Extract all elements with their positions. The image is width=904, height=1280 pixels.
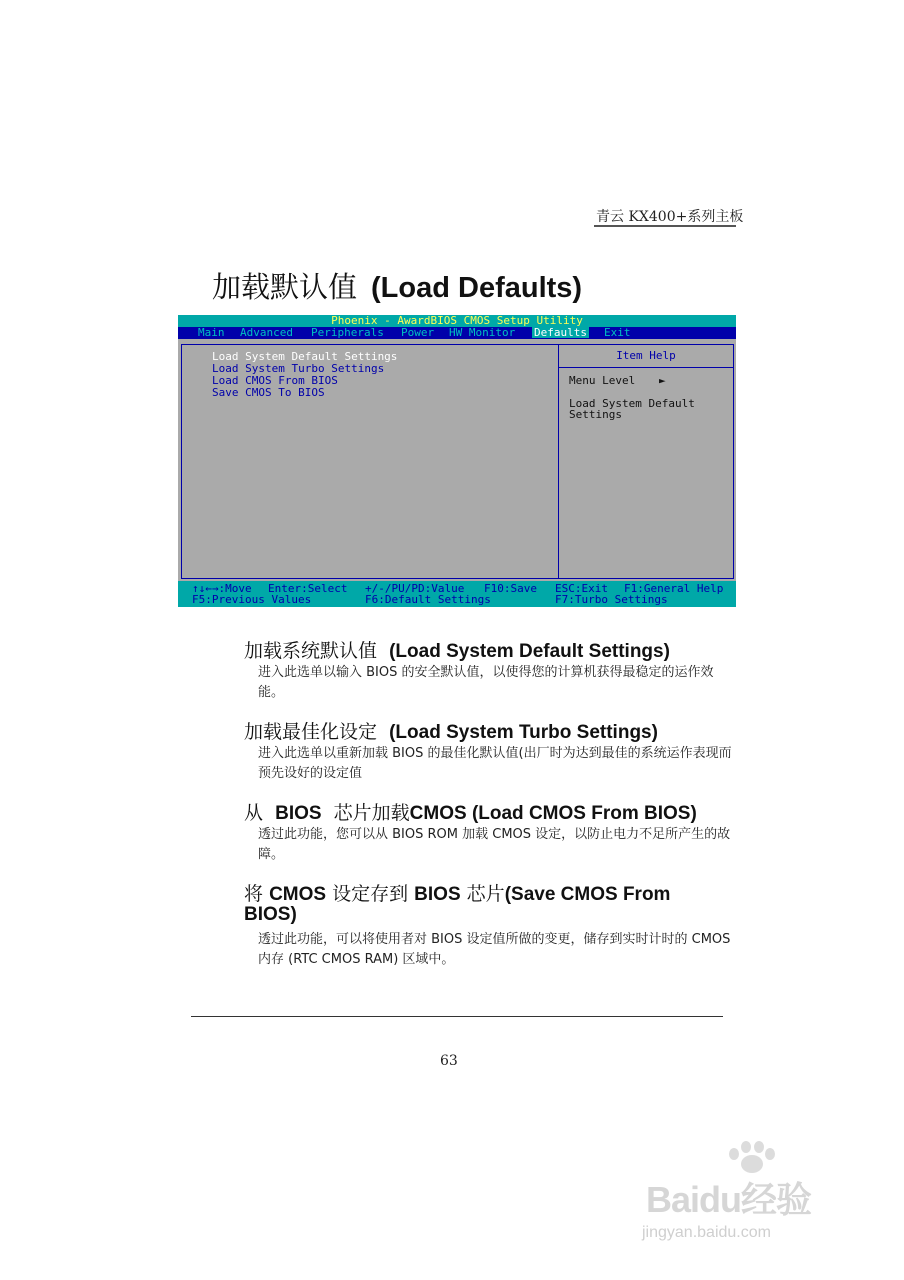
watermark-url: jingyan.baidu.com	[642, 1224, 771, 1241]
bios-title-bar: Phoenix - AwardBIOS CMOS Setup Utility	[178, 315, 736, 327]
bios-menu-panel	[181, 344, 559, 579]
bios-key-help: F1:General Help	[624, 582, 724, 595]
arrow-right-icon: ►	[659, 374, 666, 387]
bios-key-value: +/-/PU/PD:Value	[365, 582, 465, 595]
page-title-en: (Load Defaults)	[371, 272, 583, 304]
bios-menu-item-load-turbo[interactable]: Load System Turbo Settings	[212, 362, 385, 375]
bios-menu-item-load-cmos[interactable]: Load CMOS From BIOS	[212, 374, 338, 387]
section-body-load-default: 进入此选单以输入 BIOS 的安全默认值，以使得您的计算机获得最稳定的运作效能。	[258, 665, 714, 700]
section-body-load-cmos: 透过此功能，您可以从 BIOS ROM 加载 CMOS 设定，以防止电力不足所产生的故障。	[258, 827, 731, 862]
bios-key-previous: F5:Previous Values	[192, 593, 312, 606]
bios-help-panel	[558, 344, 734, 579]
bios-tab-hw-monitor[interactable]: HW Monitor	[449, 326, 516, 339]
bios-tab-power[interactable]: Power	[401, 326, 435, 339]
section-heading-save-cmos: 将 CMOS 设定存到 BIOS 芯片(Save CMOS From	[244, 883, 671, 905]
bios-key-select: Enter:Select	[268, 582, 348, 595]
section-heading-load-default: 加载系统默认值 (Load System Default Settings)	[244, 640, 670, 662]
section-body-save-cmos: 透过此功能，可以将使用者对 BIOS 设定值所做的变更，储存到实时计时的 CMOS 内存 (RTC CMOS RAM) 区域中。	[258, 932, 731, 967]
footer-rule	[191, 1016, 723, 1017]
bios-help-line1: Load System Default	[569, 397, 695, 410]
bios-help-line2: Settings	[569, 408, 622, 421]
bios-tab-main[interactable]: Main	[198, 326, 225, 339]
bios-menu-bar	[178, 327, 736, 339]
section-heading-save-cmos-line2: BIOS)	[244, 904, 297, 925]
bios-tab-advanced[interactable]: Advanced	[240, 326, 293, 339]
header-rule	[594, 225, 736, 227]
running-header: 青云 KX400+系列主板	[596, 209, 744, 225]
paw-icon	[722, 1140, 782, 1176]
bios-key-default: F6:Default Settings	[365, 593, 491, 606]
watermark-brand: Baidu经验	[646, 1179, 812, 1220]
bios-footer	[178, 581, 736, 607]
section-heading-load-turbo: 加载最佳化设定 (Load System Turbo Settings)	[244, 721, 658, 743]
page-title-zh: 加载默认值	[212, 270, 358, 304]
bios-key-turbo: F7:Turbo Settings	[555, 593, 668, 606]
section-body-load-turbo: 进入此选单以重新加载 BIOS 的最佳化默认值(出厂时为达到最佳的系统运作表现而预先设好的设定值	[258, 746, 732, 781]
bios-screenshot	[178, 315, 736, 607]
bios-key-exit: ESC:Exit	[555, 582, 608, 595]
section-heading-load-cmos: 从 BIOS 芯片加载CMOS (Load CMOS From BIOS)	[244, 802, 697, 824]
bios-key-move: ↑↓←→:Move	[192, 582, 252, 595]
baidu-watermark	[640, 1140, 840, 1250]
bios-tab-exit[interactable]: Exit	[604, 326, 631, 339]
bios-tab-defaults[interactable]: Defaults	[534, 326, 587, 339]
bios-help-title: Item Help	[559, 345, 733, 368]
bios-menu-item-save-cmos[interactable]: Save CMOS To BIOS	[212, 386, 325, 399]
bios-help-menu-level: Menu Level	[569, 374, 636, 387]
bios-key-save: F10:Save	[484, 582, 537, 595]
page-number: 63	[440, 1053, 458, 1069]
bios-tab-peripherals[interactable]: Peripherals	[311, 326, 384, 339]
page-title	[212, 265, 582, 306]
bios-menu-item-load-default[interactable]: Load System Default Settings	[212, 350, 398, 363]
